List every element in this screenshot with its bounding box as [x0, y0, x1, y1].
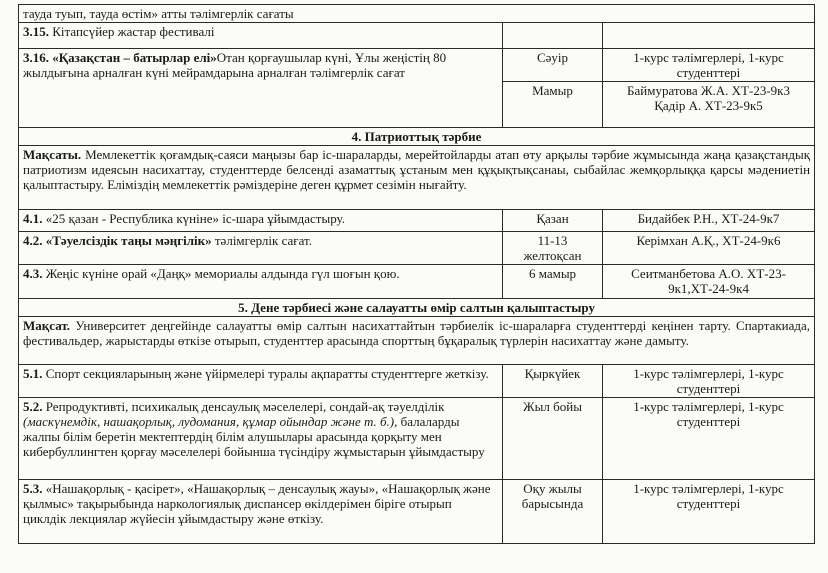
date-cell: 11-13 желтоқсан [503, 232, 603, 265]
table-row [19, 317, 815, 365]
responsible-cell: 1-курс тәлімгерлері, 1-курс студенттері [603, 398, 815, 480]
item-number: 4.2. [23, 233, 43, 248]
item-3-15: 3.15. Кітапсүйер жастар фестивалі [19, 23, 503, 49]
item-5-1: 5.1. Спорт секцияларының және үйірмелері туралы ақпаратты студенттерге жеткізу. [19, 365, 503, 398]
responsible-cell: Керімхан А.Қ., ХТ-24-9к6 [603, 232, 815, 265]
item-5-3: 5.3. «Нашақорлық - қасірет», «Нашақорлық – денсаулық жауы», «Нашақорлық және қылмыс» тақырыбында наркологиялық диспансер өкілдерімен біріге отырып циклдік лекциялар жүйесін ұйымдастыру және өткізу. [19, 480, 503, 544]
table-row [19, 23, 815, 49]
item-number: 5.3. [23, 481, 43, 496]
table-row [19, 265, 815, 299]
row-prev-continuation: тауда туып, тауда өстім» атты тәлімгерлік сағаты [19, 5, 815, 23]
item-4-3: 4.3. Жеңіс күніне орай «Даңқ» мемориалы алдында гүл шоғын қою. [19, 265, 503, 299]
section-5-heading: 5. Дене тәрбиесі және салауатты өмір салтын қалыптастыру [19, 299, 815, 317]
table-row [19, 146, 815, 210]
section-4-heading: 4. Патриоттық тәрбие [19, 128, 815, 146]
responsible-cell: Бидайбек Р.Н., ХТ-24-9к7 [603, 210, 815, 232]
responsible-cell: Баймуратова Ж.А. ХТ-23-9к3 Қадір А. ХТ-23-9к5 [603, 82, 815, 128]
table-row [19, 5, 815, 23]
responsible-cell: 1-курс тәлімгерлері, 1-курс студенттері [603, 365, 815, 398]
item-3-16: 3.16. «Қазақстан – батырлар елі»Отан қорғаушылар күні, Ұлы жеңістің 80 жылдығына арналған күні мейрамдарына арналған тәлімгерлік сағат [19, 49, 503, 128]
responsible-cell [603, 23, 815, 49]
item-4-1: 4.1. «25 қазан - Республика күніне» іс-шара ұйымдастыру. [19, 210, 503, 232]
item-number: 4.1. [23, 211, 43, 226]
date-cell: Сәуір [503, 49, 603, 82]
table-row [19, 480, 815, 544]
table-row [19, 128, 815, 146]
item-number: 5.2. [23, 399, 43, 414]
item-number: 3.15. [23, 24, 49, 39]
section-4-goal: Мақсаты. Мемлекеттік қоғамдық-саяси маңызы бар іс-шараларды, мерейтойларды атап өту арқылы тәрбие жұмысында жаңа қазақстандық патриотизм идеясын насихаттау, студенттерде белсенді азаматтық ұстаным мен құқықтықсанаы, сыбайлас жемқорлыққа қарсы мәдениетін қалыптастыру. Еліміздің мемлекеттік рәміздеріне деген құрмет сезімін нығайту. [19, 146, 815, 210]
plan-table [18, 4, 815, 544]
item-number: 4.3. [23, 266, 43, 281]
date-cell: Қазан [503, 210, 603, 232]
table-row [19, 299, 815, 317]
date-cell: Оқу жылы барысында [503, 480, 603, 544]
table-row [19, 232, 815, 265]
responsible-cell: 1-курс тәлімгерлері, 1-курс студенттері [603, 49, 815, 82]
item-number: 5.1. [23, 366, 43, 381]
responsible-cell: 1-курс тәлімгерлері, 1-курс студенттері [603, 480, 815, 544]
responsible-cell: Сеитманбетова А.О. ХТ-23-9к1,ХТ-24-9к4 [603, 265, 815, 299]
table-row [19, 210, 815, 232]
date-cell: Жыл бойы [503, 398, 603, 480]
section-5-goal: Мақсат. Университет деңгейінде салауатты өмір салтын насихаттайтын тәрбиелік іс-шараларға студенттерді кеңінен тарту. Спартакиада, фестивальдер, жарыстарды өткізе отырып, студенттер арасында спорттың бұқаралық түрлерін насихаттау және дамыту. [19, 317, 815, 365]
item-number: 3.16. [23, 50, 49, 65]
table-row [19, 49, 815, 82]
date-cell: 6 мамыр [503, 265, 603, 299]
date-cell [503, 23, 603, 49]
item-4-2: 4.2. «Тәуелсіздік таңы мәңгілік» тәлімгерлік сағат. [19, 232, 503, 265]
date-cell: Қыркүйек [503, 365, 603, 398]
table-row [19, 398, 815, 480]
item-5-2: 5.2. Репродуктивті, психикалық денсаулық мәселелері, сондай-ақ тәуелділік (маскүнемдік, нашақорлық, лудомания, құмар ойындар және т. б.), балаларды жалпы білім беретін мектептердің білім алушылары арасында қорқыту мен кибербуллингтен қорғау мәселелері бойынша түсіндіру жұмыстарын ұйымдастыру [19, 398, 503, 480]
date-cell: Мамыр [503, 82, 603, 128]
table-row [19, 365, 815, 398]
